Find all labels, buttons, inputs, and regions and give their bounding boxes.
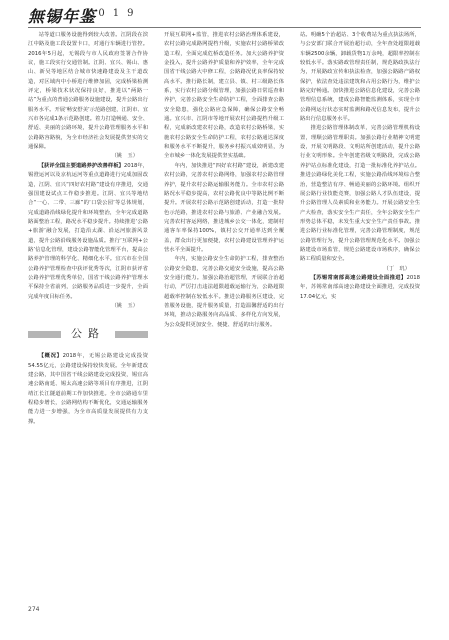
section-title: 公路 <box>61 324 115 344</box>
paragraph <box>28 162 148 302</box>
yearbook-title: 無锡年鉴 <box>28 7 97 26</box>
text-column-right <box>300 31 420 599</box>
article-heading: 【苏锡常南部高速公路建设全面推进】 <box>310 274 407 281</box>
author-signature: （姚 玉） <box>111 302 138 309</box>
paragraph <box>300 274 420 302</box>
paragraph: 开展互联网+监管，推进农村公路治理体系建设，农村公路完成路网提档升级，实施农村公路桥梁改造工程，全面完成危桥改造任务。加大公路养护资金投入，提升公路养护质量和养护效率，全年完成国省干线公路大中修工程，公路路况优良率保持较高水平。推行路长制，建立县、镇、村三级路长体系，实行农村公路分级管理，加强公路日常巡查和养护，完善公路安全生命防护工程，全面排查公路安全隐患，强化公路应急保障，确保公路安全畅通。宜兴市、江阴市等地开展农村公路提档升级工程，完成新改建农村公路，改造农村公路桥梁，实施农村公路安全生命防护工程，农村公路通达深度和服务水平不断提升，服务乡村振兴成效明显，为全市城乡一体化发展提供坚实基础。 <box>164 32 284 160</box>
author-signature: （丁 玑） <box>383 265 410 272</box>
header-divider <box>28 27 421 28</box>
paragraph: 年内，实施公路安全生命防护工程，排查整治公路安全隐患，完善公路交通安全设施，提高公路安全通行能力。加强公路治超管理，开展联合治超行动，严厉打击违法超限超载运输行为，公路超限超载率控制在较低水平。推进公路服务区建设，完善服务设施，提升服务质量，打造温馨舒适的出行环境，推动公路服务向高品质、多样化方向发展，为公众提供更加安全、便捷、舒适的出行服务。 <box>164 256 284 328</box>
paragraph: 站等道口服务设施得到较大改善。江阴段在滨江中路及施工段设置卡口，对通行车辆进行管控。2016年5月起，无锡段与市人民政府签署合作协议，施工段实行交通管制。江阴、宜兴、锡山、惠山、新吴等地区结合城市快速路建设及主干道改造，对区域内中小桥进行维修加固，完成桥梁检测评定，桥梁技术状况保持良好，推进以“两路一站”为重点的普通公路服务设施建设，提升公路出行服务水平。开展‘畅安舒美’示范路创建，江阴市、宜兴市各完成1条示范路创建。着力打造畅通、安全、舒适、美丽的公路环境，提升公路管理服务水平和公路路容路貌，为全市经济社会发展提供坚实的交通保障。 <box>28 32 148 151</box>
paragraph <box>28 352 148 427</box>
article-heading: 【概况】 <box>38 353 63 360</box>
yearbook-year: 2019 <box>84 8 142 19</box>
paragraph: 推进公路管理体制改革，完善公路管理机构设置，理顺公路管理职责。加强公路行业精神文明建设，开展文明路段、文明站所创建活动，提升公路行业文明形象。全年创建省级文明路段，完成公路养护站点标准化建设，打造一批标准化养护站点。推进公路绿化美化工程，实施公路沿线环境综合整治，营造整洁有序、畅通美丽的公路环境。组织开展公路行业技能竞赛，加强公路人才队伍建设，提升公路管理人员素质和业务能力。开展公路安全生产大检查，落实安全生产责任，全年公路安全生产形势总体平稳，未发生重大安全生产责任事故。推进公路行业标准化管理，完善公路管理制度，规范公路管理行为，提升公路管理规范化水平。加强公路建设市场监管，规范公路建设市场秩序，确保公路工程质量和安全。 <box>300 125 420 263</box>
text-column-middle <box>164 31 284 599</box>
paragraph-text: 2018年，苏锡常南部高速公路建设全面推进，完成投资17.04亿元，实 <box>300 274 420 300</box>
author-signature: （姚 玉） <box>111 153 138 160</box>
article-heading: 【获评全国主要道路养护改善样板】 <box>38 162 124 169</box>
page-header <box>0 0 449 28</box>
text-column-left <box>28 31 148 599</box>
paragraph-text: 2018年，无锡公路建设完成投资54.55亿元，公路建设保持较快发展。全年新建改建公路，其中国省干线公路建设完成投资，锡宜高速公路南延、锡太高速公路等项目有序推进，江阴靖江长江隧道前期工作加快推进。全市公路通车里程稳步增长，公路网结构不断优化，交通运输服务能力进一步增强，为全市高质量发展提供有力支撑。 <box>28 353 148 425</box>
paragraph: 站。明确5个治超站、3个收费站为重点执法场所，与公安部门联合开展治超行动，全年查处超限超载车辆2500余辆，卸载货物1万余吨，超限率控制在较低水平。落实路政管理责任制，规范路政执法行为，开展路政宣传和执法检查，加强公路路产路权保护，依法查处违法建筑和占用公路行为，维护公路完好畅通。加快推进公路信息化建设，完善公路管理信息系统，建成公路智能监测体系，实现全市公路网运行状态实时监测和路况信息发布，提升公路出行信息服务水平。 <box>300 32 420 123</box>
page-number: 274 <box>28 606 40 613</box>
section-header <box>28 324 148 344</box>
paragraph: 年内，加快推进“四好农村路”建设，新建改建农村公路，完善农村公路网络，加强农村公路管理养护，提升农村公路运输服务能力。全市农村公路路况水平稳步提高，农村公路优良中等路比例不断提升。开展农村公路示范路创建活动，打造一批特色示范路，推进农村公路与旅游、产业融合发展。完善农村客运网络，推进城乡公交一体化，建制村通客车率保持100%，镇村公交开通率达到全覆盖，群众出行更加便捷，农村公路建设管理养护运营水平全面提升。 <box>164 162 284 253</box>
paragraph-text: 2018年，锡澄运河以及京杭运河等重点道路进行完成加固改造，江阴、宜兴“四好农村路”建设有序推进，交通强国建设试点工作稳步推进。江阴、宜兴等地结合“一心、二带、三廊”的‘口袋公园’等总体规划，完成道路沿线绿化提升和环境整治，全年完成道路路面整治工程，路况水平稳步提升。持续推进‘公路+旅游’融合发展，打造沿太湖、沿运河旅游风景道，提升公路沿线服务设施品质。推行‘互联网+公路’信息化管理，建设公路智能化管理平台，提高公路养护管理的科学化、精细化水平。宜兴市在全国公路养护管理检查中获评优秀等次，江阴市获评省公路养护管理优秀单位，国省干线公路养护管理水平保持全省前列，公路服务品质进一步提升，全面完成年度目标任务。 <box>28 162 148 300</box>
